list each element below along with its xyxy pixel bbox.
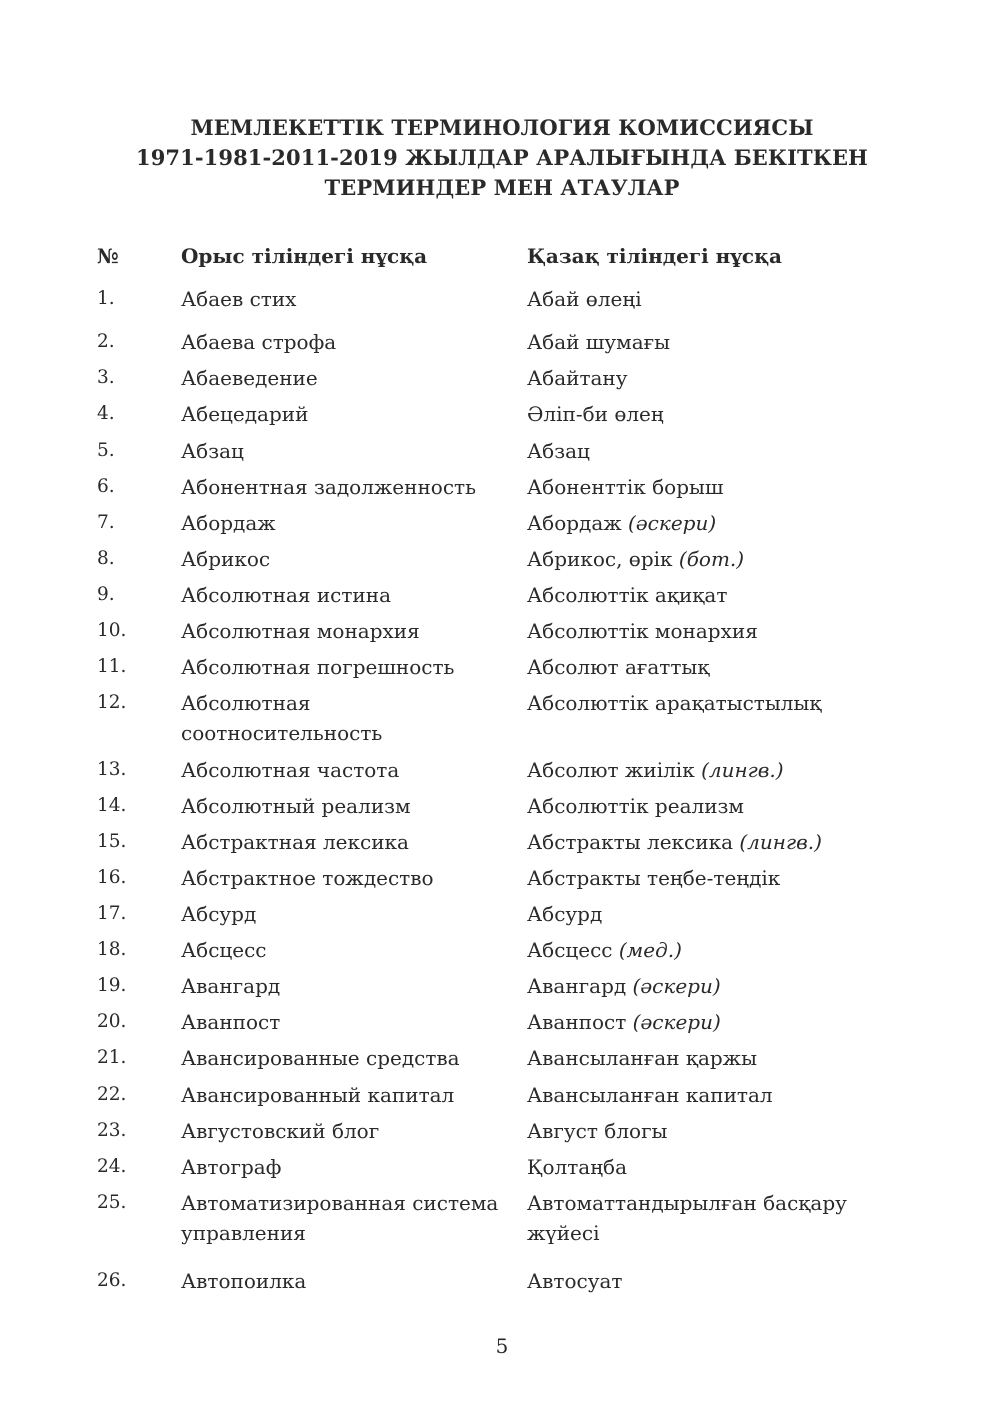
title-line-1: МЕМЛЕКЕТТІК ТЕРМИНОЛОГИЯ КОМИССИЯСЫ [190,115,814,140]
russian-term: Абрикос [181,547,271,571]
russian-term: Абсурд [181,902,257,926]
kazakh-term-cell [527,791,897,821]
kazakh-term-cell [527,935,897,965]
russian-term: Автоматизированная система управления [181,1191,499,1245]
russian-term: Абсолютная частота [181,758,400,782]
kazakh-term-cell [527,652,897,682]
kazakh-term: Аванпост [527,1010,627,1034]
kazakh-term: Авангард [527,974,627,998]
russian-term: Абстрактное тождество [181,866,434,890]
header-russian: Орыс тіліндегі нұсқа [181,244,428,268]
row-number: 17. [97,903,127,924]
row-number: 15. [97,831,127,852]
russian-term: Абстрактная лексика [181,830,409,854]
kazakh-term-cell [527,544,897,574]
kazakh-term-cell [527,580,897,610]
title-line-3: ТЕРМИНДЕР МЕН АТАУЛАР [324,175,680,200]
header-number: № [97,244,119,268]
row-number: 4. [97,403,115,424]
kazakh-term: Абсолют ағаттық [527,655,710,679]
row-number: 22. [97,1084,127,1105]
kazakh-term: Абстракты теңбе-теңдік [527,866,781,890]
kazakh-term-cell [527,971,897,1001]
page-number: 5 [495,1334,509,1358]
kazakh-term: Қолтаңба [527,1155,627,1179]
kazakh-term-cell [527,755,897,785]
kazakh-term: Абайтану [527,366,628,390]
kazakh-term-cell [527,1266,897,1296]
term-domain-note: (әскери) [628,511,717,535]
kazakh-term-cell [527,863,897,893]
kazakh-term-cell [527,508,897,538]
kazakh-term: Абстракты лексика [527,830,734,854]
kazakh-term: Абрикос, өрік [527,547,673,571]
row-number: 21. [97,1047,127,1068]
kazakh-term-cell [527,1043,897,1073]
russian-term: Абсолютная соотносительность [181,691,383,745]
kazakh-term: Абзац [527,439,590,463]
row-number: 2. [97,331,115,352]
term-domain-note: (әскери) [632,1010,721,1034]
row-number: 12. [97,692,127,713]
russian-term: Абзац [181,439,244,463]
russian-term: Аванпост [181,1010,281,1034]
kazakh-term-cell [527,399,897,429]
row-number: 6. [97,476,115,497]
kazakh-term: Абсолюттік монархия [527,619,758,643]
term-domain-note: (лингв.) [701,758,784,782]
row-number: 25. [97,1192,127,1213]
russian-term: Авансированные средства [181,1046,460,1070]
kazakh-term-cell [527,1188,897,1248]
kazakh-term-cell [527,616,897,646]
kazakh-term: Автосуат [527,1269,623,1293]
russian-term: Автопоилка [181,1269,307,1293]
term-domain-note: (бот.) [678,547,745,571]
row-number: 9. [97,584,115,605]
kazakh-term: Август блогы [527,1119,668,1143]
russian-term: Абаеведение [181,366,318,390]
kazakh-term-cell [527,688,897,718]
kazakh-term-cell [527,363,897,393]
row-number: 11. [97,656,127,677]
russian-term: Абсцесс [181,938,267,962]
kazakh-term: Абоненттік борыш [527,475,724,499]
row-number: 19. [97,975,127,996]
kazakh-term: Абордаж [527,511,622,535]
kazakh-term-cell [527,899,897,929]
row-number: 10. [97,620,127,641]
kazakh-term: Абсолют жиілік [527,758,695,782]
table-header [0,241,1004,271]
row-number: 1. [97,288,115,309]
page-title [0,113,1004,203]
row-number: 20. [97,1011,127,1032]
row-number: 24. [97,1156,127,1177]
russian-term: Абаев стих [181,287,297,311]
russian-term: Абсолютная монархия [181,619,420,643]
russian-term: Абсолютная истина [181,583,392,607]
kazakh-term: Абсолюттік реализм [527,794,744,818]
kazakh-term-cell [527,284,897,314]
kazakh-term: Әліп-би өлең [527,402,664,426]
russian-term: Авангард [181,974,281,998]
russian-term: Авансированный капитал [181,1083,455,1107]
kazakh-term: Абсолюттік арақатыстылық [527,691,822,715]
russian-term: Абсолютная погрешность [181,655,455,679]
kazakh-term: Авансыланған қаржы [527,1046,757,1070]
kazakh-term-cell [527,436,897,466]
kazakh-term-cell [527,1152,897,1182]
kazakh-term-cell [527,472,897,502]
kazakh-term-cell [527,327,897,357]
title-line-2: 1971-1981-2011-2019 ЖЫЛДАР АРАЛЫҒЫНДА БЕКІТКЕН [135,145,868,170]
row-number: 8. [97,548,115,569]
header-kazakh: Қазақ тіліндегі нұсқа [527,244,782,268]
row-number: 5. [97,440,115,461]
russian-term: Августовский блог [181,1119,380,1143]
kazakh-term-cell [527,1080,897,1110]
term-domain-note: (әскери) [632,974,721,998]
kazakh-term: Абсурд [527,902,603,926]
term-domain-note: (мед.) [618,938,682,962]
kazakh-term: Абай шумағы [527,330,671,354]
row-number: 7. [97,512,115,533]
term-domain-note: (лингв.) [739,830,822,854]
kazakh-term-cell [527,1007,897,1037]
row-number: 3. [97,367,115,388]
russian-term: Абецедарий [181,402,309,426]
kazakh-term: Абсолюттік ақиқат [527,583,728,607]
russian-term: Абордаж [181,511,276,535]
russian-term: Автограф [181,1155,282,1179]
kazakh-term-cell [527,827,897,857]
row-number: 26. [97,1270,127,1291]
kazakh-term: Абай өлеңі [527,287,642,311]
russian-term: Абонентная задолженность [181,475,476,499]
kazakh-term: Абсцесс [527,938,613,962]
kazakh-term: Автоматтандырылған басқару жүйесі [527,1191,847,1245]
row-number: 13. [97,759,127,780]
kazakh-term: Авансыланған капитал [527,1083,773,1107]
kazakh-term-cell [527,1116,897,1146]
russian-term: Абсолютный реализм [181,794,411,818]
row-number: 23. [97,1120,127,1141]
row-number: 16. [97,867,127,888]
row-number: 18. [97,939,127,960]
row-number: 14. [97,795,127,816]
russian-term: Абаева строфа [181,330,337,354]
